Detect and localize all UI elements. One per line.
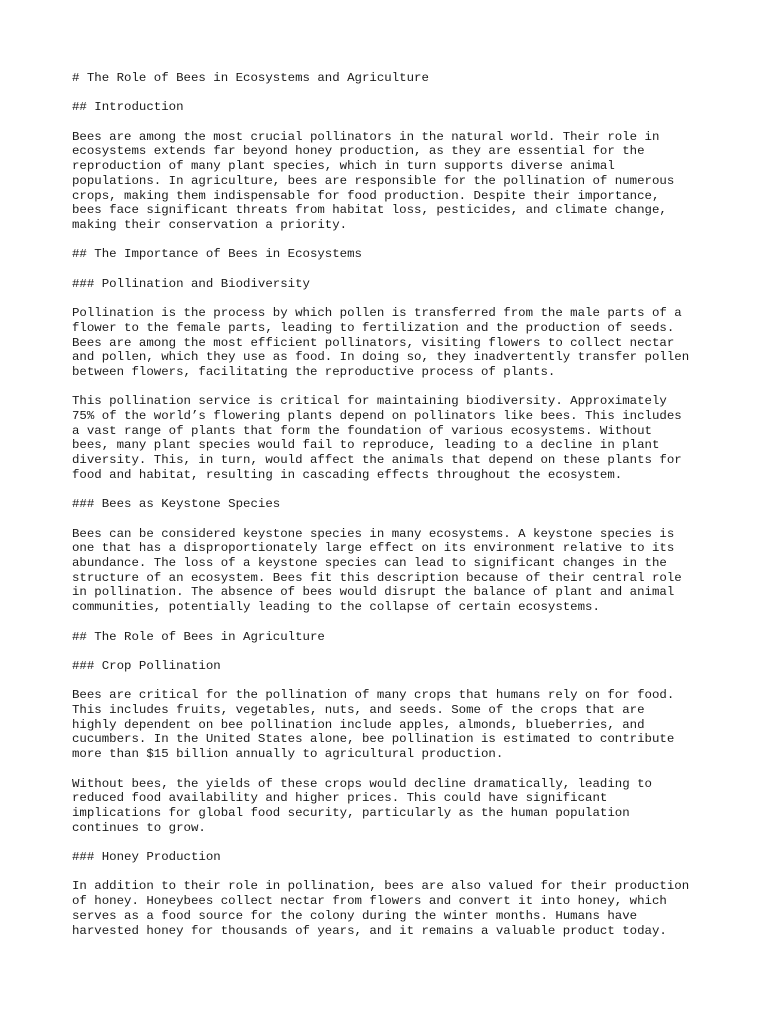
paragraph-pollination-2: This pollination service is critical for maintaining biodiversity. Approximately 75% of the world’s flowering plants depend on pollinators like bees. This includes a vast range of plants that form the foundation of various ecosystems. Without bees, many plant species would fail to reproduce, leading to a decline in plant diversity. This, in turn, would affect the animals that depend on these plants for food and habitat, resulting in cascading effects throughout the ecosystem. [72,394,682,482]
paragraph-honey: In addition to their role in pollination, bees are also valued for their production of honey. Honeybees collect nectar from flowers and convert it into honey, which serves as a food source for the colony during the winter months. Humans have harvested honey for thousands of years, and it remains a valuable product today. [72,879,690,938]
document-title: # The Role of Bees in Ecosystems and Agriculture [72,71,429,85]
section-heading-agriculture: ## The Role of Bees in Agriculture [72,629,325,644]
paragraph-pollination-1: Pollination is the process by which pollen is transferred from the male parts of a flower to the female parts, leading to fertilization and the production of seeds. Bees are among the most efficient pollinators, visiting flowers to collect nectar and pollen, which they use as food. In doing so, they inadvertently transfer pollen between flowers, facilitating the reproductive process of plants. [72,306,690,379]
document-page [72,71,712,953]
paragraph-introduction: Bees are among the most crucial pollinators in the natural world. Their role in ecosystems extends far beyond honey production, as they are essential for the reproduction of many plant species, which in turn supports diverse animal populations. In agriculture, bees are responsible for the pollination of numerous crops, making them indispensable for food production. Despite their importance, bees face significant threats from habitat loss, pesticides, and climate change, making their conservation a priority. [72,129,675,232]
subsection-heading-keystone: ### Bees as Keystone Species [72,497,281,512]
paragraph-keystone: Bees can be considered keystone species in many ecosystems. A keystone species is one that has a disproportionately large effect on its environment relative to its abundance. The loss of a keystone species can lead to significant changes in the structure of an ecosystem. Bees fit this description because of their central role in pollination. The absence of bees would disrupt the balance of plant and animal communities, potentially leading to the collapse of certain ecosystems. [72,526,682,615]
subsection-heading-pollination: ### Pollination and Biodiversity [72,276,310,291]
section-heading-introduction: ## Introduction [72,100,184,115]
subsection-heading-honey: ### Honey Production [72,850,221,865]
paragraph-crop-pollination-1: Bees are critical for the pollination of many crops that humans rely on for food. This includes fruits, vegetables, nuts, and seeds. Some of the crops that are highly dependent on bee pollination include apples, almonds, blueberries, and cucumbers. In the United States alone, bee pollination is estimated to contribute more than $15 billion annually to agricultural production. [72,688,675,762]
paragraph-crop-pollination-2: Without bees, the yields of these crops would decline dramatically, leading to reduced food availability and higher prices. This could have significant implications for global food security, particularly as the human population continues to grow. [72,776,652,835]
subsection-heading-crop-pollination: ### Crop Pollination [72,658,221,673]
section-heading-ecosystems: ## The Importance of Bees in Ecosystems [72,247,362,262]
